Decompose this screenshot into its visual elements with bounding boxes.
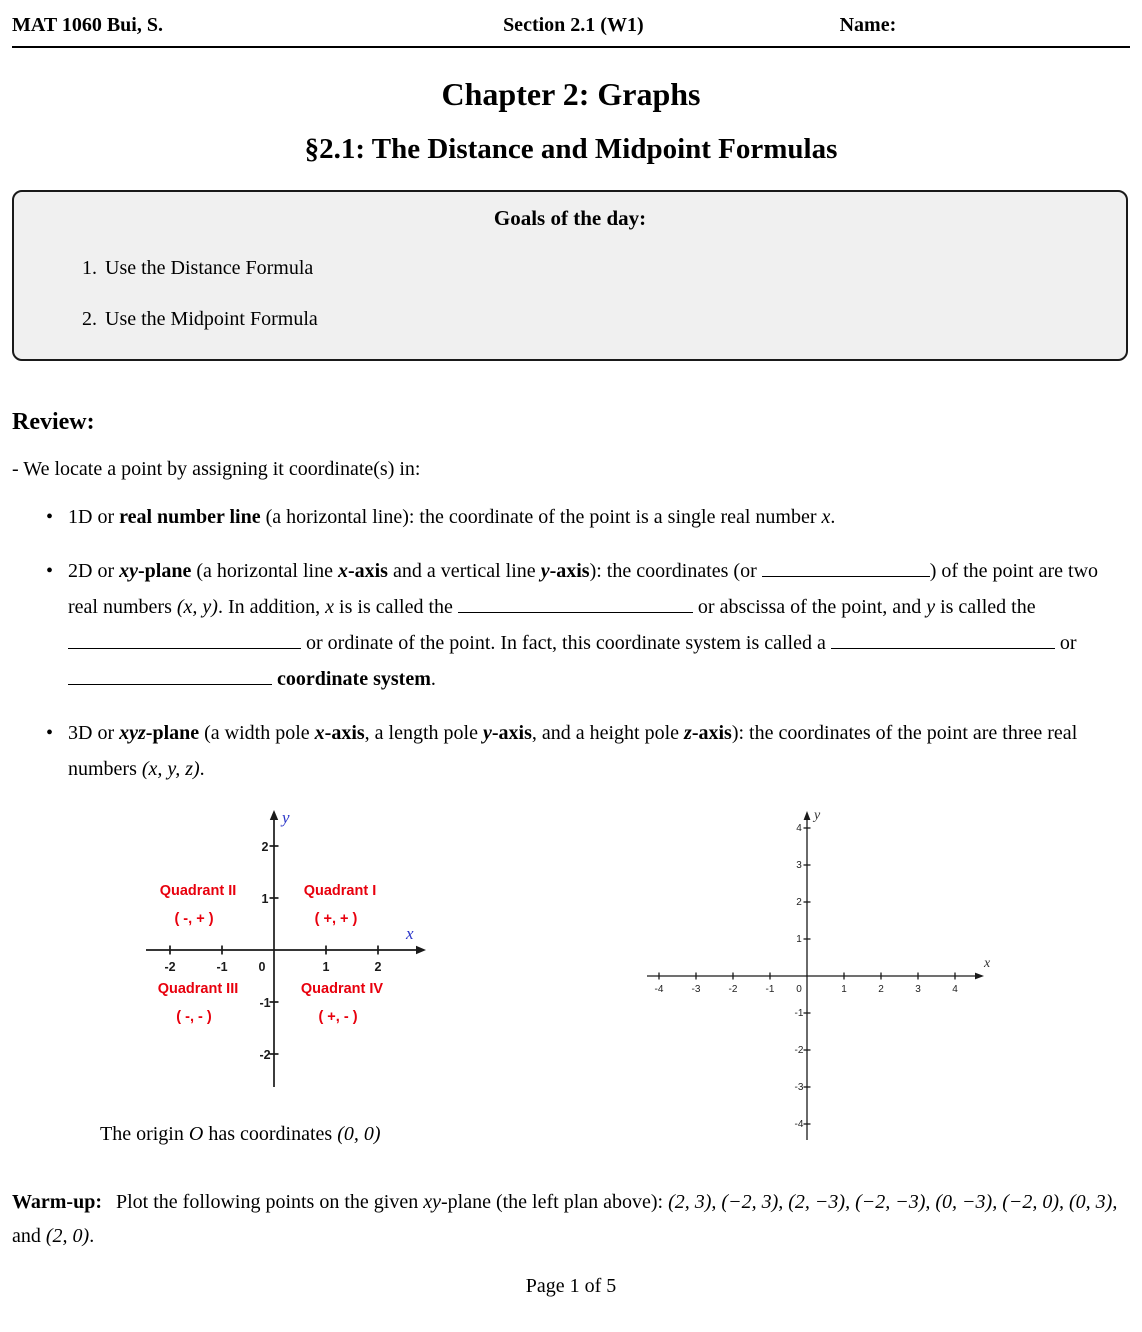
goals-box (12, 190, 1128, 361)
math-points: (2, 3), (−2, 3), (2, −3), (−2, −3), (0, −3), (−2, 0), (0, 3) (668, 1191, 1113, 1213)
math-text: xyz (119, 722, 146, 744)
goal-item-2 (82, 308, 1126, 331)
y-tick-label: -1 (794, 1008, 804, 1019)
text: , a length pole (364, 722, 483, 744)
text-bold: -plane (138, 560, 192, 582)
blank-xy-plane-figure (635, 803, 995, 1153)
x-tick-label: -2 (728, 984, 738, 995)
x-tick-label: -3 (691, 984, 701, 995)
text: and a vertical line (387, 560, 541, 582)
quadrant-4-label: Quadrant IV (300, 981, 384, 997)
math-text: O (188, 1123, 204, 1145)
y-tick-label: -2 (794, 1045, 804, 1056)
y-axis-label: y (282, 808, 290, 827)
text-bold: -axis (324, 722, 365, 744)
course-label: MAT 1060 Bui, S. (12, 14, 163, 36)
x-tick-label: 1 (322, 960, 330, 974)
text: . (89, 1225, 95, 1247)
goal-text: Use the Midpoint Formula (105, 308, 318, 330)
text: 1D or (68, 506, 120, 528)
text: ): the coordinates of the point are three real numbers (68, 722, 1078, 780)
text: . (199, 758, 205, 780)
math-text: (x, y, z) (141, 758, 200, 780)
text: Plot the following points on the given (116, 1191, 424, 1213)
review-heading: Review: (12, 409, 95, 435)
section-label: Section 2.1 (W1) (503, 14, 644, 36)
math-text: (0, 0) (337, 1123, 381, 1145)
quadrant-3-label: Quadrant III (157, 981, 239, 997)
text: is called the (935, 596, 1036, 618)
warmup-label: Warm-up: (12, 1191, 102, 1213)
math-text: x (821, 506, 831, 528)
math-text: x (325, 596, 335, 618)
left-figure-column (100, 803, 426, 1146)
math-text: x (314, 722, 325, 744)
origin-caption (100, 1123, 426, 1146)
section-title: §2.1: The Distance and Midpoint Formulas (304, 133, 838, 165)
right-figure-column (635, 803, 995, 1159)
goals-title: Goals of the day: (493, 206, 647, 230)
axes (146, 810, 426, 1087)
y-tick-label: 1 (796, 934, 802, 945)
doc-header (12, 8, 1130, 48)
fill-in-blank (458, 592, 693, 613)
math-text: xy (423, 1191, 441, 1213)
quadrant-1-label: Quadrant I (303, 883, 377, 899)
text-bold: -plane (145, 722, 200, 744)
text: (a horizontal line): the coordinate of the point is a single real number (260, 506, 822, 528)
y-tick-label: -2 (259, 1048, 271, 1062)
x-tick-label: -4 (654, 984, 664, 995)
y-tick-label: -4 (794, 1119, 804, 1130)
text-bold: -axis (549, 560, 590, 582)
math-text: y (926, 596, 936, 618)
text: (a horizontal line (191, 560, 338, 582)
y-tick-label: 2 (796, 897, 802, 908)
bullet-2d-xy-plane (12, 553, 1130, 697)
math-points: (2, 0) (45, 1225, 90, 1247)
text: . (830, 506, 836, 528)
y-tick-label: -3 (794, 1082, 804, 1093)
math-text: x (337, 560, 348, 582)
text: or ordinate of the point. In fact, this coordinate system is called a (301, 632, 831, 654)
origin-label: 0 (796, 984, 802, 995)
goal-number: 1. (82, 257, 97, 279)
text-bold: -axis (347, 560, 388, 582)
fill-in-blank (68, 664, 272, 685)
quadrant-2-label: Quadrant II (159, 883, 237, 899)
text: , and (12, 1191, 1118, 1247)
y-tick-label: 2 (261, 840, 269, 854)
text: or (1054, 632, 1077, 654)
quadrants-xy-plane-figure (136, 803, 426, 1093)
text-bold: -axis (691, 722, 732, 744)
figures-row (12, 803, 1130, 1159)
x-tick-label: -2 (164, 960, 176, 974)
fill-in-blank (831, 628, 1055, 649)
text: ) of the point are two real numbers (68, 560, 1099, 618)
quadrant-1-signs: ( +, + ) (314, 911, 358, 927)
bullet-3d-xyz-plane (12, 715, 1130, 787)
page-number: Page 1 of 5 (525, 1275, 617, 1297)
x-tick-label: 4 (952, 984, 958, 995)
math-text: z (684, 722, 692, 744)
x-axis-label: x (984, 956, 991, 971)
quadrant-2-signs: ( -, + ) (174, 911, 214, 927)
goal-text: Use the Distance Formula (105, 257, 314, 279)
text: (a width pole (199, 722, 315, 744)
text: . In addition, (217, 596, 326, 618)
x-axis-label: x (406, 924, 414, 943)
text: or abscissa of the point, and (692, 596, 927, 618)
origin-label: 0 (258, 960, 266, 974)
axes (647, 811, 984, 1140)
y-tick-label: -1 (259, 996, 271, 1010)
goal-item-1 (82, 257, 1126, 280)
quadrant-3-signs: ( -, - ) (176, 1009, 212, 1025)
text: is is called the (334, 596, 458, 618)
x-tick-label: -1 (216, 960, 228, 974)
x-tick-label: -1 (765, 984, 775, 995)
math-text: y (482, 722, 492, 744)
math-text: xy (119, 560, 138, 582)
y-tick-label: 1 (261, 892, 269, 906)
fill-in-blank (68, 628, 301, 649)
quadrant-4-signs: ( +, - ) (318, 1009, 358, 1025)
warmup-paragraph (12, 1185, 1130, 1253)
text: , and a height pole (531, 722, 685, 744)
review-bullets (12, 499, 1130, 787)
y-tick-label: 3 (796, 860, 802, 871)
y-axis-label: y (814, 808, 821, 823)
goal-number: 2. (82, 308, 97, 330)
text: 2D or (68, 560, 120, 582)
text: 3D or (68, 722, 120, 744)
fill-in-blank (762, 556, 930, 577)
text: . (430, 668, 436, 690)
text: -plane (the left plan above): (440, 1191, 669, 1213)
text: has coordinates (203, 1123, 338, 1145)
y-tick-label: 4 (796, 823, 802, 834)
text: ): the coordinates (or (589, 560, 762, 582)
text-bold: coordinate system (277, 668, 431, 690)
x-tick-label: 2 (374, 960, 382, 974)
goals-list (14, 257, 1126, 331)
text-bold: -axis (491, 722, 532, 744)
text: The origin (100, 1123, 189, 1145)
text-bold: real number line (119, 506, 261, 528)
x-tick-label: 2 (878, 984, 884, 995)
name-label: Name: (839, 14, 897, 36)
bullet-1d-number-line (12, 499, 1130, 535)
math-text: y (540, 560, 550, 582)
math-text: (x, y) (176, 596, 218, 618)
chapter-title: Chapter 2: Graphs (441, 76, 701, 112)
review-intro: - We locate a point by assigning it coordinate(s) in: (12, 458, 421, 480)
x-tick-label: 1 (841, 984, 847, 995)
x-tick-label: 3 (915, 984, 921, 995)
